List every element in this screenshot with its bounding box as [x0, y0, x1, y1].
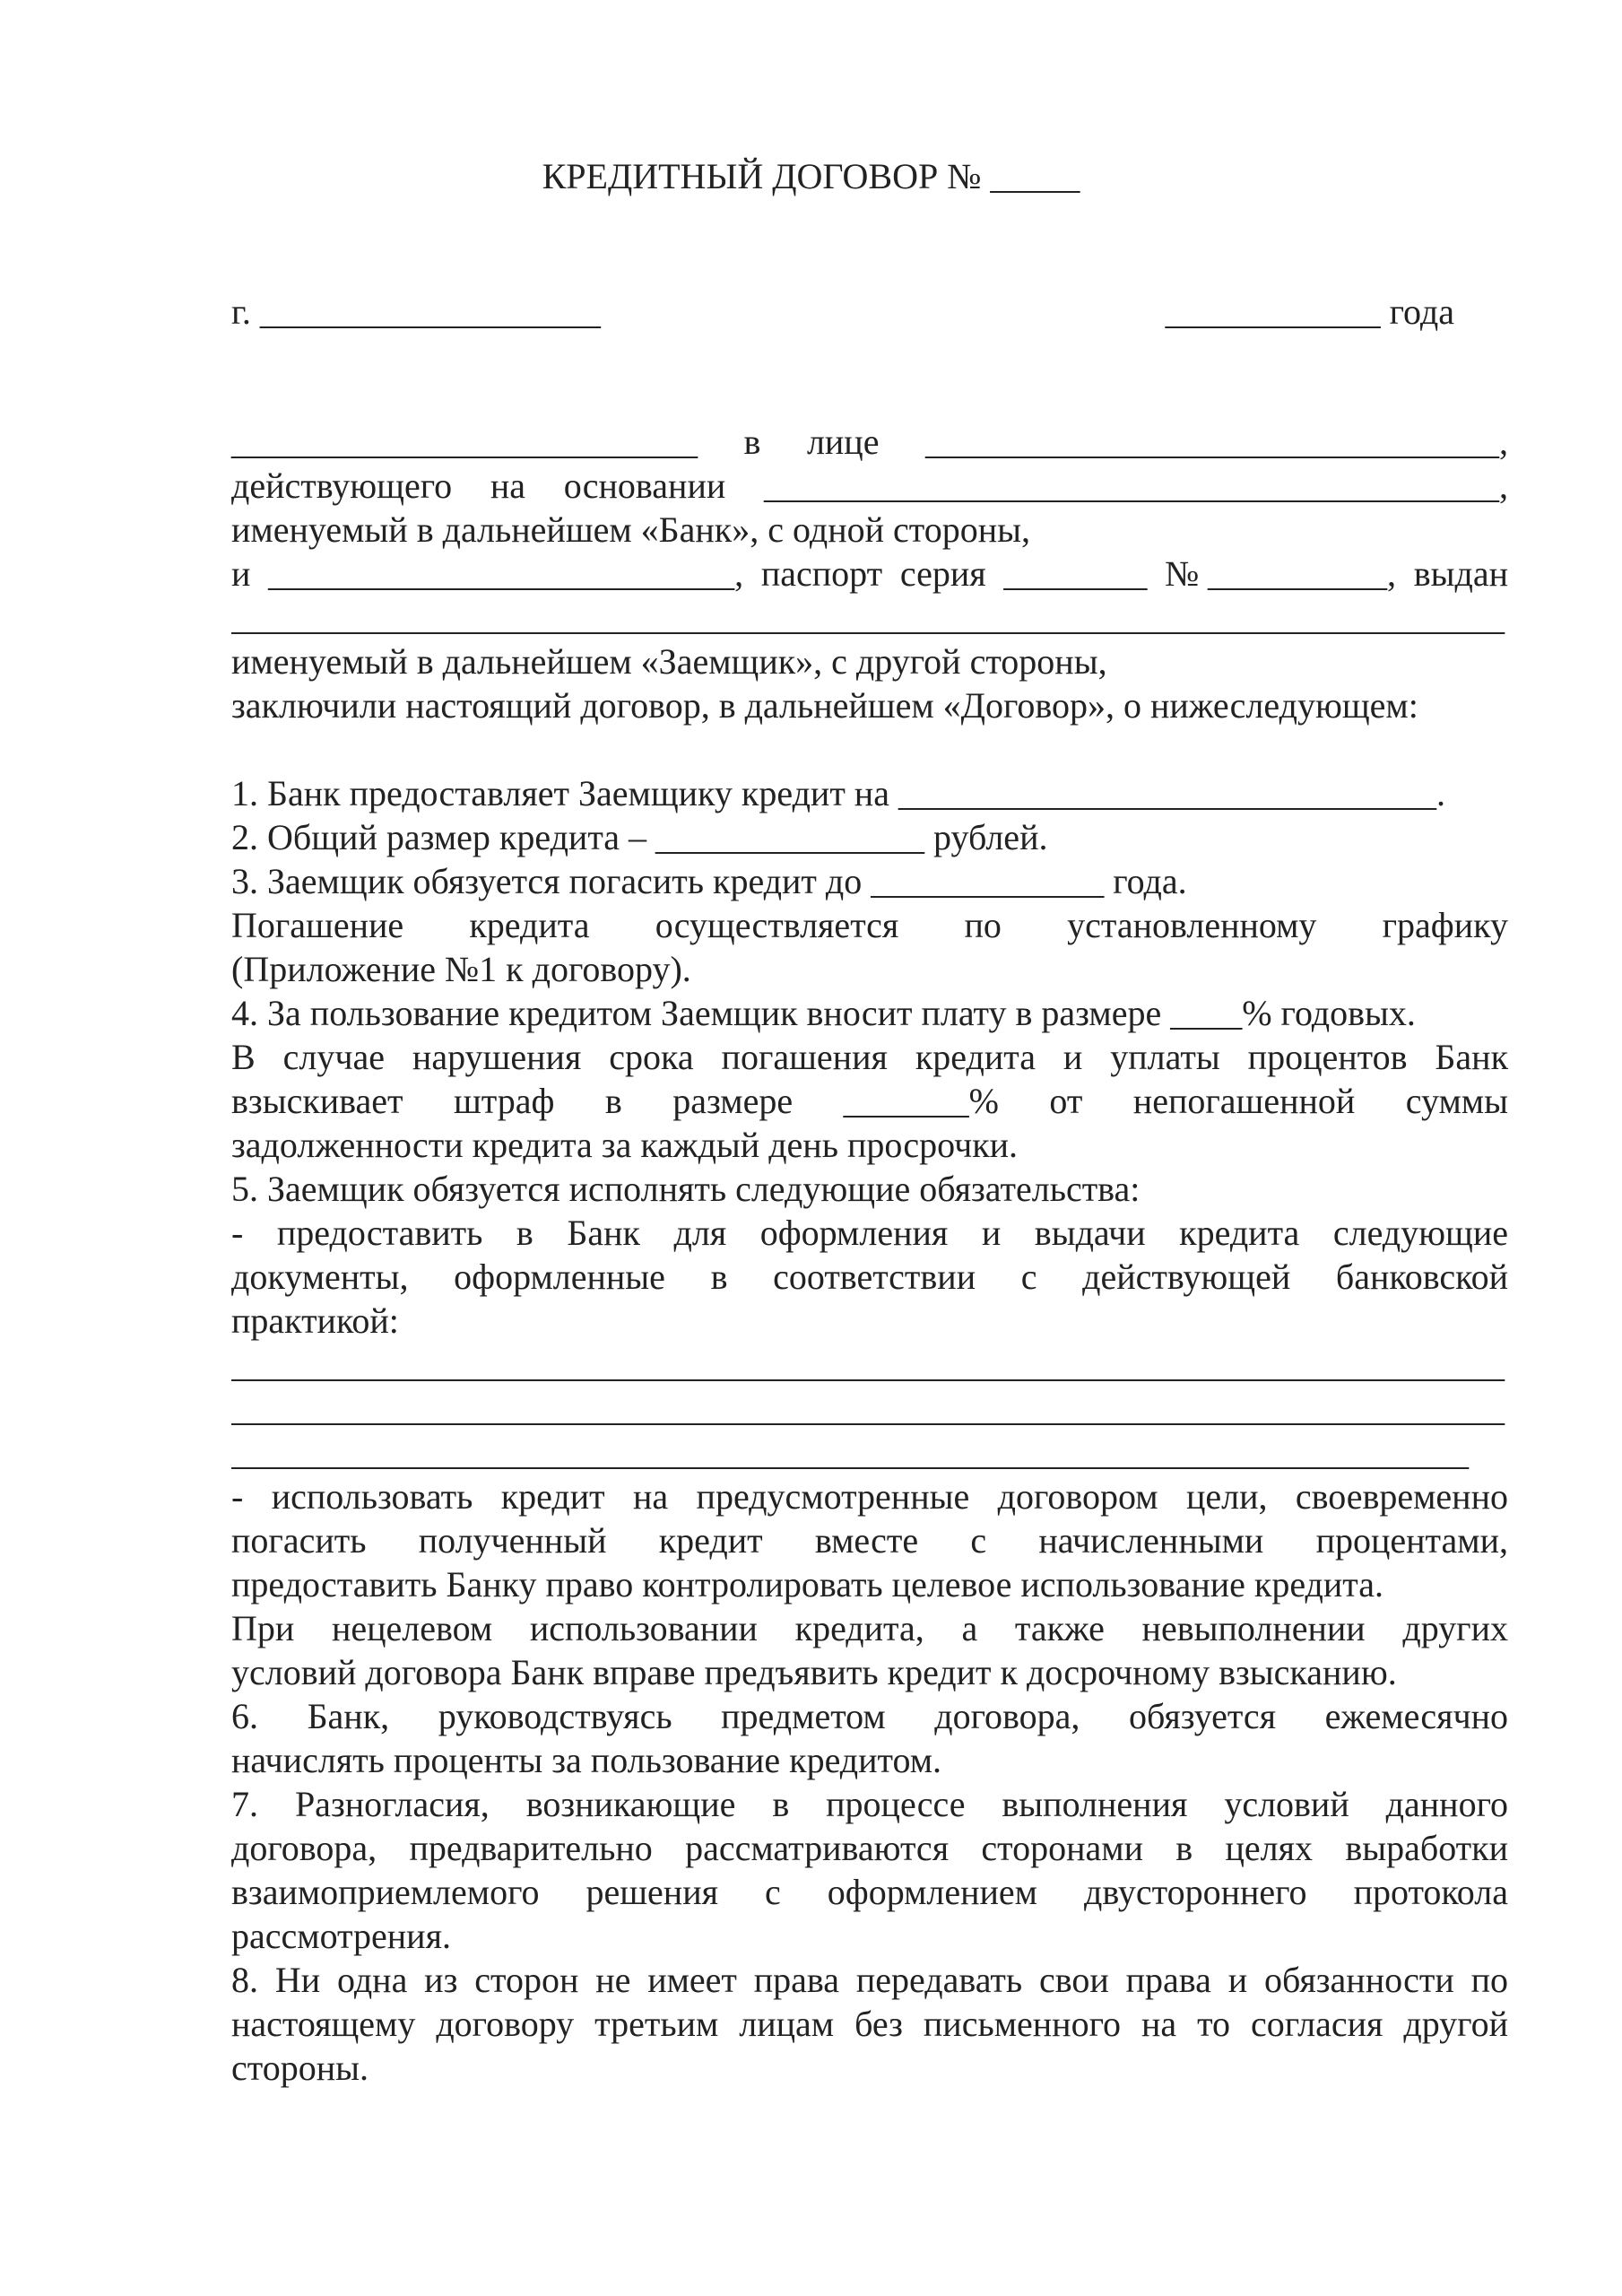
clause-line: 7. Разногласия, возникающие в процессе выполнения условий данного [231, 1784, 1508, 1824]
parties-section [231, 420, 1508, 727]
blank-line-2: _______________________________________________________________________ [231, 1388, 1505, 1429]
clause-line: 2. Общий размер кредита – _______________ рублей. [231, 817, 1048, 857]
clause-line: документы, оформленные в соответствии с действующей банковской [231, 1257, 1508, 1297]
document-title: КРЕДИТНЫЙ ДОГОВОР № _____ [542, 156, 1080, 196]
clauses-section [231, 771, 1508, 2090]
clause-line: Погашение кредита осуществляется по установленному графику [231, 905, 1508, 945]
parties-line-1: __________________________ в лице ________________________________, [231, 422, 1508, 462]
clause-line: 6. Банк, руководствуясь предметом договора, обязуется ежемесячно [231, 1696, 1508, 1736]
parties-line-7: заключили настоящий договор, в дальнейшем «Договор», о нижеследующем: [231, 685, 1418, 726]
clause-line: стороны. [231, 2048, 369, 2088]
parties-line-4: и __________________________, паспорт серия ________ №__________, выдан [231, 553, 1508, 594]
date-line: ____________ года [1165, 291, 1454, 332]
clause-line: 8. Ни одна из сторон не имеет права передавать свои права и обязанности по [231, 1960, 1508, 2000]
parties-line-2: действующего на основании _________________________________________, [231, 465, 1508, 506]
clause-line: 3. Заемщик обязуется погасить кредит до _____________ года. [231, 861, 1187, 901]
parties-line-3: именуемый в дальнейшем «Банк», с одной стороны, [231, 509, 1030, 550]
clause-line: настоящему договору третьим лицам без письменного на то согласия другой [231, 2004, 1508, 2044]
parties-line-6: именуемый в дальнейшем «Заемщик», с другой стороны, [231, 641, 1107, 682]
clause-line: - предоставить в Банк для оформления и выдачи кредита следующие [231, 1213, 1508, 1253]
clause-line: рассмотрения. [231, 1916, 451, 1956]
clause-line: предоставить Банку право контролировать целевое использование кредита. [231, 1564, 1384, 1605]
clause-line: задолженности кредита за каждый день просрочки. [231, 1125, 1019, 1165]
clause-line: погасить полученный кредит вместе с начисленными процентами, [231, 1520, 1508, 1561]
clause-line: начислять проценты за пользование кредитом. [231, 1740, 942, 1780]
clause-line: - использовать кредит на предусмотренные договором цели, своевременно [231, 1476, 1508, 1517]
blank-line-3: _____________________________________________________________________ [231, 1432, 1469, 1473]
blank-line-1: _______________________________________________________________________ [231, 1344, 1505, 1385]
city-line: г. ___________________ [231, 291, 601, 332]
clause-line: 1. Банк предоставляет Заемщику кредит на ______________________________. [231, 773, 1445, 813]
clause-line: В случае нарушения срока погашения кредита и уплаты процентов Банк [231, 1037, 1508, 1077]
parties-line-5: _______________________________________________________________________ [231, 597, 1505, 638]
clause-line: 5. Заемщик обязуется исполнять следующие обязательства: [231, 1169, 1141, 1209]
clause-line: (Приложение №1 к договору). [231, 949, 691, 989]
clause-line: договора, предварительно рассматриваются сторонами в целях выработки [231, 1828, 1508, 1868]
place-date-row [231, 290, 1508, 334]
clause-line: 4. За пользование кредитом Заемщик вносит плату в размере ____% годовых. [231, 993, 1416, 1033]
clause-line: практикой: [231, 1300, 399, 1341]
clause-line: взаимоприемлемого решения с оформлением двустороннего протокола [231, 1872, 1508, 1912]
clause-line: условий договора Банк вправе предъявить кредит к досрочному взысканию. [231, 1652, 1397, 1692]
clause-line: взыскивает штраф в размере _______% от непогашенной суммы [231, 1081, 1508, 1121]
clause-line: При нецелевом использовании кредита, а также невыполнении других [231, 1608, 1508, 1648]
